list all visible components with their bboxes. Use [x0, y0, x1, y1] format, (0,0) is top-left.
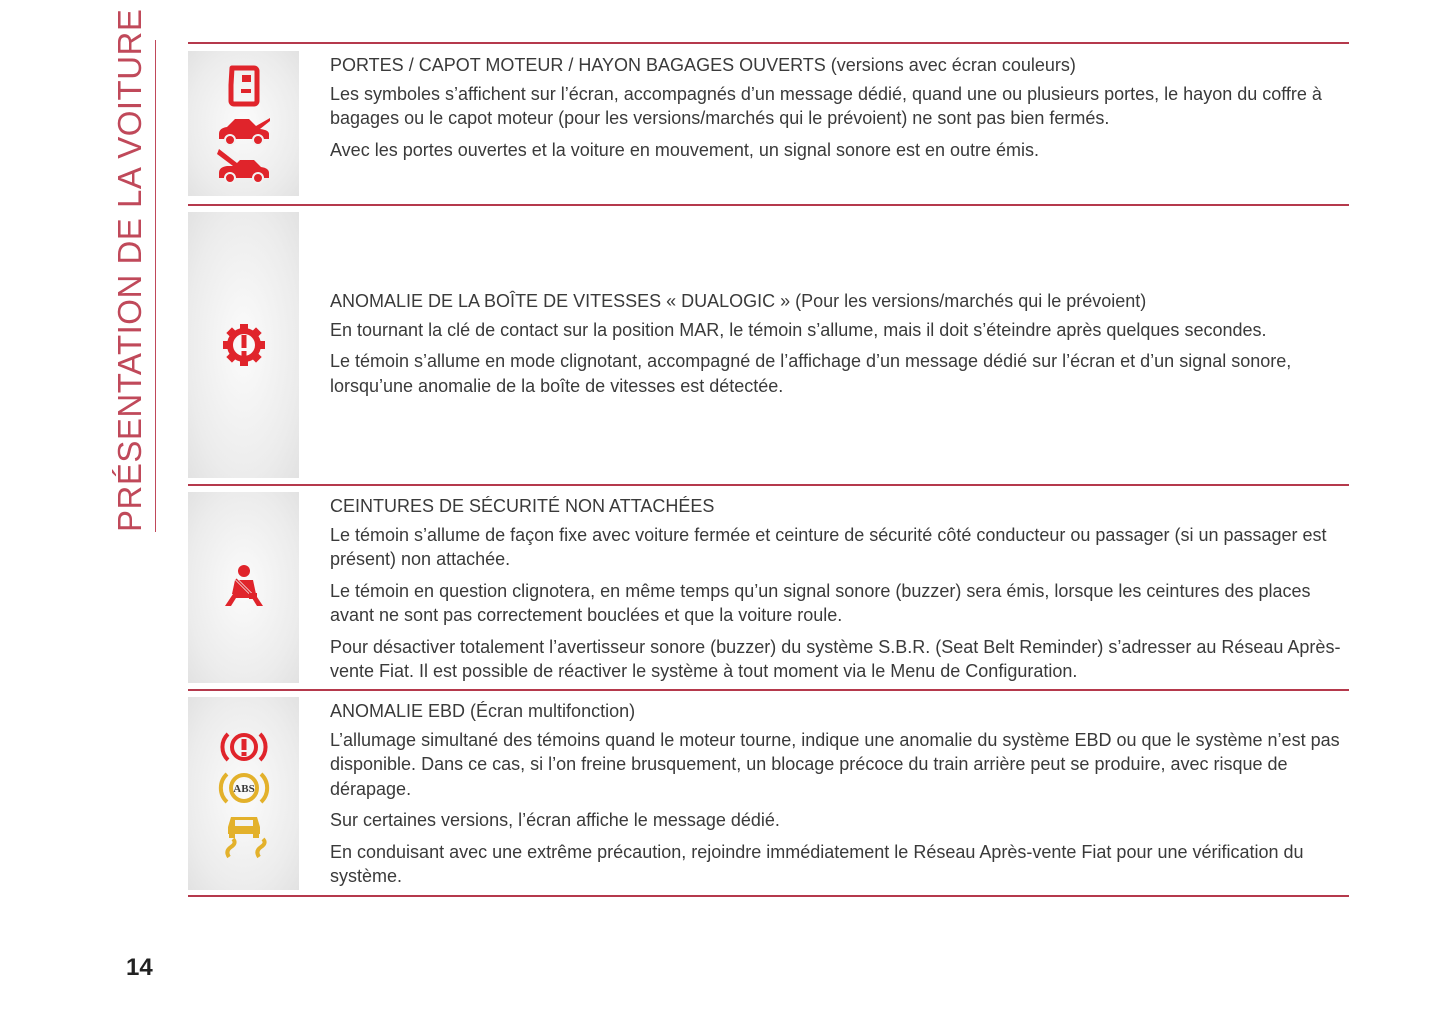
brake-warning-icon — [218, 728, 270, 766]
icon-panel — [188, 51, 299, 196]
icon-panel — [188, 212, 299, 478]
side-divider — [155, 40, 156, 532]
paragraph: Sur certaines versions, l’écran affiche le message dédié. — [330, 810, 780, 830]
section-divider — [188, 42, 1349, 44]
paragraph: Le témoin en question clignotera, en même temps qu’un signal sonore (buzzer) sera émis, lorsque les ceintures des places avant ne sont pas correctement bouclées et que la voiture roule. — [330, 580, 1311, 625]
section-gearbox-fault — [188, 212, 1349, 478]
trunk-open-icon — [215, 112, 273, 146]
hood-open-icon — [215, 148, 273, 184]
icon-panel — [188, 697, 299, 890]
gearbox-fault-icon — [222, 323, 266, 367]
section-text — [330, 699, 1349, 896]
seat-belt-icon — [221, 564, 267, 612]
abs-icon — [218, 769, 270, 807]
paragraph: En tournant la clé de contact sur la position MAR, le témoin s’allume, mais il doit s’éteindre après quelques secondes. — [330, 319, 1267, 340]
section-text — [330, 289, 1349, 405]
side-section-title: PRÉSENTATION DE LA VOITURE — [111, 8, 148, 532]
section-text — [330, 494, 1349, 691]
paragraph: Pour désactiver totalement l’avertisseur sonore (buzzer) du système S.B.R. (Seat Belt Reminder) s’adresser au Réseau Après-vente Fiat. Il est possible de réactiver le système à tout moment via le Menu de Configuration. — [330, 636, 1341, 681]
section-seat-belts — [188, 492, 1349, 683]
section-title: ANOMALIE EBD (Écran multifonction) — [330, 701, 636, 721]
paragraph: En conduisant avec une extrême précaution, rejoindre immédiatement le Réseau Après-vente Fiat pour une vérification du système. — [330, 841, 1304, 886]
stability-control-icon — [221, 813, 267, 859]
section-title: CEINTURES DE SÉCURITÉ NON ATTACHÉES — [330, 496, 715, 516]
door-open-icon — [224, 64, 264, 108]
paragraph: Le témoin s’allume de façon fixe avec voiture fermée et ceinture de sécurité côté conducteur ou passager (si un passager est présent) non attachée. — [330, 524, 1327, 569]
section-title: PORTES / CAPOT MOTEUR / HAYON BAGAGES OUVERTS (versions avec écran couleurs) — [330, 55, 1076, 75]
section-divider — [188, 204, 1349, 206]
abs-label: ABS — [232, 783, 255, 795]
section-title: ANOMALIE DE LA BOÎTE DE VITESSES « DUALOGIC » (Pour les versions/marchés qui le prévoient) — [330, 291, 1147, 311]
section-ebd-fault — [188, 697, 1349, 890]
section-divider — [188, 484, 1349, 486]
section-text — [330, 53, 1349, 169]
icon-panel — [188, 492, 299, 683]
paragraph: Les symboles s’affichent sur l’écran, accompagnés d’un message dédié, quand une ou plusieurs portes, le hayon du coffre à bagages ou le capot moteur (pour les versions/marchés qui le prévoient) ne sont pas bien fermés. — [330, 83, 1322, 128]
paragraph: L’allumage simultané des témoins quand le moteur tourne, indique une anomalie du système EBD ou que le système n’est pas disponible. Dans ce cas, si l’on freine brusquement, un blocage précoce du train arrière peut se produire, avec risque de dérapage. — [330, 729, 1340, 799]
page-number: 14 — [126, 954, 153, 981]
paragraph: Avec les portes ouvertes et la voiture en mouvement, un signal sonore est en outre émis. — [330, 139, 1040, 160]
section-doors-open — [188, 51, 1349, 196]
paragraph: Le témoin s’allume en mode clignotant, accompagné de l’affichage d’un message dédié sur l’écran et d’un signal sonore, lorsqu’une anomalie de la boîte de vitesses est détectée. — [330, 351, 1292, 396]
